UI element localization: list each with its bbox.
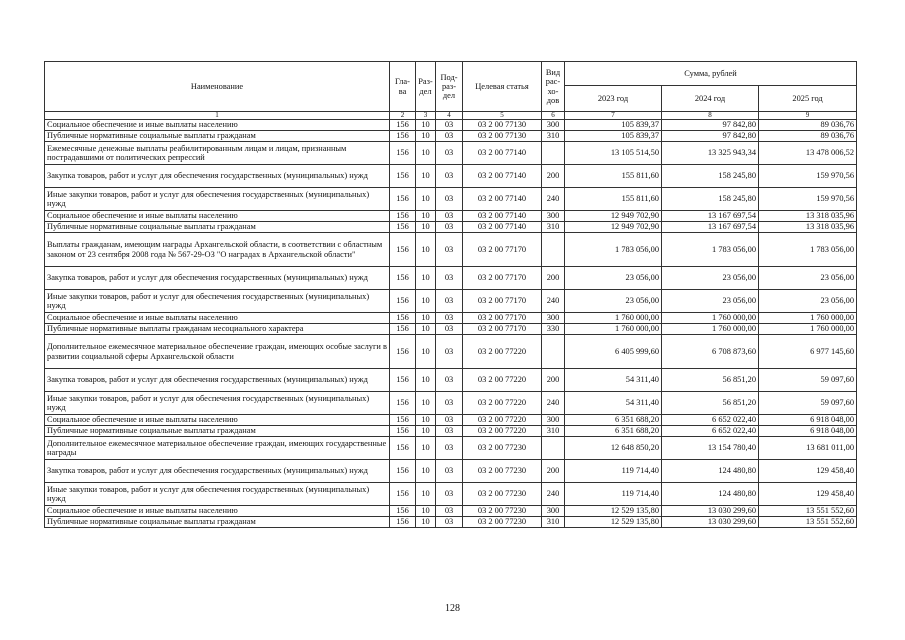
row-name: Публичные нормативные социальные выплаты гражданам	[45, 222, 390, 233]
row-glava: 156	[390, 222, 416, 233]
row-sum-2025: 159 970,56	[759, 165, 857, 188]
row-sum-2023: 12 949 702,90	[565, 222, 662, 233]
row-sum-2024: 13 030 299,60	[662, 506, 759, 517]
row-target: 03 2 00 77230	[463, 506, 542, 517]
row-sum-2025: 13 681 011,00	[759, 437, 857, 460]
row-sum-2025: 129 458,40	[759, 460, 857, 483]
row-glava: 156	[390, 335, 416, 369]
row-target: 03 2 00 77230	[463, 517, 542, 528]
row-target: 03 2 00 77170	[463, 290, 542, 313]
row-razdel: 10	[416, 335, 436, 369]
column-number: 6	[542, 112, 565, 120]
row-vid: 310	[542, 131, 565, 142]
column-number: 3	[416, 112, 436, 120]
row-target: 03 2 00 77220	[463, 335, 542, 369]
header-2025: 2025 год	[759, 86, 857, 112]
row-vid	[542, 335, 565, 369]
row-glava: 156	[390, 392, 416, 415]
row-razdel: 10	[416, 506, 436, 517]
table-row	[45, 483, 857, 506]
row-razdel: 10	[416, 313, 436, 324]
row-glava: 156	[390, 211, 416, 222]
header-target: Целевая статья	[463, 62, 542, 112]
row-target: 03 2 00 77140	[463, 142, 542, 165]
row-name: Публичные нормативные социальные выплаты гражданам	[45, 517, 390, 528]
row-glava: 156	[390, 131, 416, 142]
row-sum-2024: 124 480,80	[662, 483, 759, 506]
row-razdel: 10	[416, 460, 436, 483]
row-sum-2025: 6 977 145,60	[759, 335, 857, 369]
row-sum-2024: 13 167 697,54	[662, 211, 759, 222]
row-sum-2024: 23 056,00	[662, 290, 759, 313]
row-name: Иные закупки товаров, работ и услуг для обеспечения государственных (муниципальных) нужд	[45, 483, 390, 506]
row-podrazdel: 03	[436, 483, 463, 506]
table-row	[45, 165, 857, 188]
row-sum-2025: 13 318 035,96	[759, 222, 857, 233]
row-glava: 156	[390, 188, 416, 211]
row-vid: 330	[542, 324, 565, 335]
row-sum-2024: 97 842,80	[662, 131, 759, 142]
row-name: Закупка товаров, работ и услуг для обеспечения государственных (муниципальных) нужд	[45, 460, 390, 483]
row-sum-2023: 119 714,40	[565, 460, 662, 483]
row-sum-2023: 12 529 135,80	[565, 517, 662, 528]
row-glava: 156	[390, 165, 416, 188]
row-glava: 156	[390, 142, 416, 165]
row-sum-2024: 1 783 056,00	[662, 233, 759, 267]
row-target: 03 2 00 77170	[463, 324, 542, 335]
row-glava: 156	[390, 460, 416, 483]
row-sum-2023: 1 760 000,00	[565, 324, 662, 335]
row-name: Иные закупки товаров, работ и услуг для обеспечения государственных (муниципальных) нужд	[45, 392, 390, 415]
row-vid: 300	[542, 313, 565, 324]
row-vid: 200	[542, 369, 565, 392]
row-name: Иные закупки товаров, работ и услуг для обеспечения государственных (муниципальных) нужд	[45, 188, 390, 211]
table-row	[45, 324, 857, 335]
row-sum-2023: 155 811,60	[565, 165, 662, 188]
row-target: 03 2 00 77170	[463, 233, 542, 267]
table-row	[45, 120, 857, 131]
row-podrazdel: 03	[436, 120, 463, 131]
row-sum-2024: 56 851,20	[662, 392, 759, 415]
table-row	[45, 426, 857, 437]
row-vid: 240	[542, 483, 565, 506]
header-2024: 2024 год	[662, 86, 759, 112]
row-sum-2023: 12 648 850,20	[565, 437, 662, 460]
row-glava: 156	[390, 506, 416, 517]
column-number: 2	[390, 112, 416, 120]
table-row	[45, 392, 857, 415]
row-podrazdel: 03	[436, 165, 463, 188]
row-razdel: 10	[416, 290, 436, 313]
row-vid: 240	[542, 392, 565, 415]
header-row	[45, 62, 857, 86]
row-sum-2024: 56 851,20	[662, 369, 759, 392]
header-razdel: Раз-дел	[416, 62, 436, 112]
row-sum-2025: 1 783 056,00	[759, 233, 857, 267]
row-sum-2023: 6 405 999,60	[565, 335, 662, 369]
table-row	[45, 142, 857, 165]
row-sum-2025: 129 458,40	[759, 483, 857, 506]
row-name: Выплаты гражданам, имеющим награды Архангельской области, в соответствии с областным законом от 23 сентября 2008 года № 567-29-ОЗ "О наградах в Архангельской области"	[45, 233, 390, 267]
row-sum-2023: 105 839,37	[565, 120, 662, 131]
row-sum-2025: 13 478 006,52	[759, 142, 857, 165]
row-razdel: 10	[416, 483, 436, 506]
row-sum-2023: 12 949 702,90	[565, 211, 662, 222]
row-sum-2023: 155 811,60	[565, 188, 662, 211]
row-vid: 240	[542, 188, 565, 211]
row-vid	[542, 437, 565, 460]
table-row	[45, 222, 857, 233]
row-sum-2023: 23 056,00	[565, 290, 662, 313]
row-sum-2023: 1 783 056,00	[565, 233, 662, 267]
row-sum-2024: 158 245,80	[662, 165, 759, 188]
row-sum-2023: 1 760 000,00	[565, 313, 662, 324]
row-sum-2025: 23 056,00	[759, 290, 857, 313]
row-razdel: 10	[416, 324, 436, 335]
row-vid: 310	[542, 222, 565, 233]
row-vid: 200	[542, 165, 565, 188]
row-glava: 156	[390, 233, 416, 267]
row-name: Публичные нормативные социальные выплаты гражданам	[45, 426, 390, 437]
row-target: 03 2 00 77230	[463, 483, 542, 506]
row-name: Ежемесячные денежные выплаты реабилитированным лицам и лицам, признанным пострадавшими от политических репрессий	[45, 142, 390, 165]
row-name: Дополнительное ежемесячное материальное обеспечение граждан, имеющих особые заслуги в развитии социальной сферы Архангельской области	[45, 335, 390, 369]
row-sum-2024: 158 245,80	[662, 188, 759, 211]
row-target: 03 2 00 77140	[463, 222, 542, 233]
row-vid: 310	[542, 517, 565, 528]
row-podrazdel: 03	[436, 369, 463, 392]
row-sum-2024: 13 167 697,54	[662, 222, 759, 233]
row-sum-2024: 6 652 022,40	[662, 426, 759, 437]
row-razdel: 10	[416, 165, 436, 188]
row-name: Социальное обеспечение и иные выплаты населению	[45, 415, 390, 426]
row-podrazdel: 03	[436, 437, 463, 460]
row-sum-2025: 13 318 035,96	[759, 211, 857, 222]
row-name: Публичные нормативные выплаты гражданам несоциального характера	[45, 324, 390, 335]
row-sum-2023: 105 839,37	[565, 131, 662, 142]
row-podrazdel: 03	[436, 267, 463, 290]
column-number: 9	[759, 112, 857, 120]
row-sum-2024: 97 842,80	[662, 120, 759, 131]
row-vid	[542, 142, 565, 165]
row-target: 03 2 00 77230	[463, 437, 542, 460]
row-target: 03 2 00 77130	[463, 131, 542, 142]
header-sum: Сумма, рублей	[565, 62, 857, 86]
row-razdel: 10	[416, 426, 436, 437]
row-sum-2025: 1 760 000,00	[759, 324, 857, 335]
table-row	[45, 517, 857, 528]
row-target: 03 2 00 77140	[463, 165, 542, 188]
row-razdel: 10	[416, 222, 436, 233]
row-sum-2025: 13 551 552,60	[759, 517, 857, 528]
row-name: Закупка товаров, работ и услуг для обеспечения государственных (муниципальных) нужд	[45, 267, 390, 290]
row-podrazdel: 03	[436, 506, 463, 517]
row-podrazdel: 03	[436, 392, 463, 415]
row-target: 03 2 00 77230	[463, 460, 542, 483]
row-glava: 156	[390, 517, 416, 528]
table-row	[45, 506, 857, 517]
row-name: Социальное обеспечение и иные выплаты населению	[45, 506, 390, 517]
row-sum-2023: 54 311,40	[565, 392, 662, 415]
row-glava: 156	[390, 290, 416, 313]
row-sum-2025: 89 036,76	[759, 120, 857, 131]
row-glava: 156	[390, 369, 416, 392]
row-target: 03 2 00 77220	[463, 369, 542, 392]
header-2023: 2023 год	[565, 86, 662, 112]
row-name: Закупка товаров, работ и услуг для обеспечения государственных (муниципальных) нужд	[45, 165, 390, 188]
row-razdel: 10	[416, 120, 436, 131]
row-target: 03 2 00 77220	[463, 426, 542, 437]
row-sum-2025: 159 970,56	[759, 188, 857, 211]
table-row	[45, 460, 857, 483]
header-vid: Вид рас-хо-дов	[542, 62, 565, 112]
column-numbers-row	[45, 112, 857, 120]
row-sum-2023: 13 105 514,50	[565, 142, 662, 165]
row-target: 03 2 00 77130	[463, 120, 542, 131]
row-glava: 156	[390, 415, 416, 426]
table-row	[45, 437, 857, 460]
row-vid: 240	[542, 290, 565, 313]
row-vid: 300	[542, 211, 565, 222]
row-sum-2023: 54 311,40	[565, 369, 662, 392]
row-podrazdel: 03	[436, 290, 463, 313]
row-target: 03 2 00 77220	[463, 392, 542, 415]
row-glava: 156	[390, 120, 416, 131]
row-razdel: 10	[416, 437, 436, 460]
row-target: 03 2 00 77140	[463, 188, 542, 211]
row-podrazdel: 03	[436, 324, 463, 335]
row-sum-2024: 1 760 000,00	[662, 313, 759, 324]
row-sum-2025: 59 097,60	[759, 392, 857, 415]
column-number: 4	[436, 112, 463, 120]
row-sum-2025: 89 036,76	[759, 131, 857, 142]
column-number: 7	[565, 112, 662, 120]
row-podrazdel: 03	[436, 426, 463, 437]
row-sum-2024: 1 760 000,00	[662, 324, 759, 335]
row-sum-2024: 13 154 780,40	[662, 437, 759, 460]
row-sum-2025: 59 097,60	[759, 369, 857, 392]
row-sum-2023: 6 351 688,20	[565, 426, 662, 437]
row-name: Дополнительное ежемесячное материальное обеспечение граждан, имеющих государственные награды	[45, 437, 390, 460]
row-vid: 200	[542, 267, 565, 290]
row-sum-2023: 12 529 135,80	[565, 506, 662, 517]
row-vid: 200	[542, 460, 565, 483]
budget-table	[44, 61, 857, 528]
row-glava: 156	[390, 426, 416, 437]
row-podrazdel: 03	[436, 142, 463, 165]
row-glava: 156	[390, 313, 416, 324]
row-glava: 156	[390, 437, 416, 460]
row-razdel: 10	[416, 517, 436, 528]
row-razdel: 10	[416, 211, 436, 222]
row-razdel: 10	[416, 267, 436, 290]
row-sum-2025: 6 918 048,00	[759, 426, 857, 437]
row-sum-2025: 1 760 000,00	[759, 313, 857, 324]
table-row	[45, 233, 857, 267]
row-target: 03 2 00 77170	[463, 267, 542, 290]
row-podrazdel: 03	[436, 517, 463, 528]
row-razdel: 10	[416, 392, 436, 415]
row-sum-2023: 23 056,00	[565, 267, 662, 290]
row-sum-2024: 23 056,00	[662, 267, 759, 290]
row-podrazdel: 03	[436, 415, 463, 426]
row-sum-2024: 124 480,80	[662, 460, 759, 483]
row-vid: 300	[542, 415, 565, 426]
row-glava: 156	[390, 483, 416, 506]
row-podrazdel: 03	[436, 335, 463, 369]
table-row	[45, 188, 857, 211]
row-podrazdel: 03	[436, 313, 463, 324]
row-sum-2025: 6 918 048,00	[759, 415, 857, 426]
row-razdel: 10	[416, 369, 436, 392]
row-razdel: 10	[416, 131, 436, 142]
row-sum-2023: 6 351 688,20	[565, 415, 662, 426]
header-podrazdel: Под-раз-дел	[436, 62, 463, 112]
row-name: Социальное обеспечение и иные выплаты населению	[45, 120, 390, 131]
table-row	[45, 290, 857, 313]
row-target: 03 2 00 77140	[463, 211, 542, 222]
row-name: Публичные нормативные социальные выплаты гражданам	[45, 131, 390, 142]
row-sum-2025: 13 551 552,60	[759, 506, 857, 517]
row-vid: 300	[542, 120, 565, 131]
row-podrazdel: 03	[436, 131, 463, 142]
row-glava: 156	[390, 324, 416, 335]
row-target: 03 2 00 77170	[463, 313, 542, 324]
column-number: 8	[662, 112, 759, 120]
row-sum-2025: 23 056,00	[759, 267, 857, 290]
row-vid: 300	[542, 506, 565, 517]
row-target: 03 2 00 77220	[463, 415, 542, 426]
row-sum-2024: 6 708 873,60	[662, 335, 759, 369]
table-row	[45, 335, 857, 369]
table-row	[45, 211, 857, 222]
table-row	[45, 415, 857, 426]
row-razdel: 10	[416, 233, 436, 267]
header-name: Наименование	[45, 62, 390, 112]
table-row	[45, 313, 857, 324]
row-podrazdel: 03	[436, 211, 463, 222]
row-podrazdel: 03	[436, 460, 463, 483]
row-sum-2023: 119 714,40	[565, 483, 662, 506]
row-sum-2024: 6 652 022,40	[662, 415, 759, 426]
row-name: Социальное обеспечение и иные выплаты населению	[45, 211, 390, 222]
row-sum-2024: 13 030 299,60	[662, 517, 759, 528]
row-name: Социальное обеспечение и иные выплаты населению	[45, 313, 390, 324]
table-row	[45, 267, 857, 290]
page-number: 128	[445, 603, 460, 614]
row-vid	[542, 233, 565, 267]
row-razdel: 10	[416, 188, 436, 211]
row-razdel: 10	[416, 142, 436, 165]
row-vid: 310	[542, 426, 565, 437]
row-podrazdel: 03	[436, 188, 463, 211]
column-number: 5	[463, 112, 542, 120]
row-razdel: 10	[416, 415, 436, 426]
row-podrazdel: 03	[436, 233, 463, 267]
column-number: 1	[45, 112, 390, 120]
table-row	[45, 369, 857, 392]
row-podrazdel: 03	[436, 222, 463, 233]
table-body	[45, 120, 857, 528]
row-name: Закупка товаров, работ и услуг для обеспечения государственных (муниципальных) нужд	[45, 369, 390, 392]
row-name: Иные закупки товаров, работ и услуг для обеспечения государственных (муниципальных) нужд	[45, 290, 390, 313]
header-glava: Гла-ва	[390, 62, 416, 112]
row-sum-2024: 13 325 943,34	[662, 142, 759, 165]
row-glava: 156	[390, 267, 416, 290]
table-row	[45, 131, 857, 142]
